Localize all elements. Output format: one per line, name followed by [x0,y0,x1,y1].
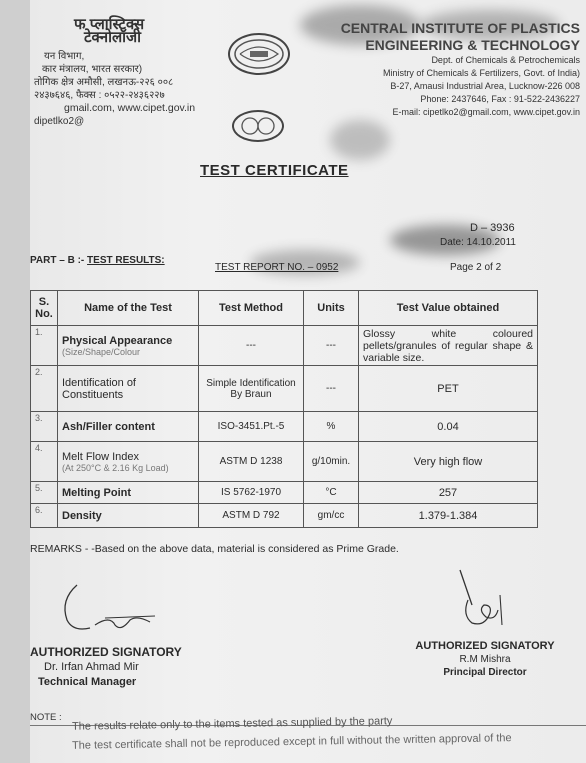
test-name-text: Melting Point [62,486,132,499]
row-test-method: ASTM D 792 [199,504,304,528]
row-test-name [58,504,199,528]
header-test-name: Name of the Test [58,291,199,326]
remarks [30,543,399,555]
institute-name-line2: ENGINEERING & TECHNOLOGY [365,37,580,53]
signatory-left-title: AUTHORIZED SIGNATORY [30,645,182,659]
remarks-label: REMARKS - [30,543,89,555]
email-line: E-mail: cipetlko2@gmail.com, www.cipet.gov.in [392,107,580,117]
signature-left [55,580,165,640]
row-test-value: 0.04 [359,412,538,442]
institute-header [310,20,580,119]
row-unit: % [304,412,359,442]
row-unit: °C [304,482,359,504]
cipet-logo [228,33,290,75]
row-test-value: 257 [359,482,538,504]
hindi-header [34,18,229,128]
dept-line: Dept. of Chemicals & Petrochemicals [431,55,580,65]
row-test-name [58,412,199,442]
row-sno: 5. [31,482,58,504]
remarks-text: -Based on the above data, material is considered as Prime Grade. [91,543,399,555]
row-test-method: --- [199,326,304,366]
row-test-value: Very high flow [359,442,538,482]
row-test-value: Glossy white coloured pellets/granules of regular shape & variable size. [359,326,538,366]
hindi-line: यन विभाग, [44,51,85,62]
page-title: TEST CERTIFICATE [200,162,349,179]
note-label: NOTE : [30,712,62,723]
row-test-name [58,442,199,482]
row-test-method: IS 5762-1970 [199,482,304,504]
test-name-text: Ash/Filler content [62,420,155,433]
left-margin [0,0,30,763]
row-test-value: PET [359,366,538,412]
signatory-right [400,640,570,679]
test-name-sub: (Size/Shape/Colour [62,346,141,357]
part-heading [30,255,165,266]
ministry-line: Ministry of Chemicals & Fertilizers, Govt. of India) [382,68,580,78]
hindi-line: कार मंत्रालय, भारत सरकार) [42,64,143,75]
ink-smudge [330,120,390,160]
test-name-text: Identification of Constituents [62,376,136,401]
header-sno: S. No. [31,291,58,326]
row-test-method: Simple Identification By Braun [199,366,304,412]
hindi-line: dipetlko2@ [34,116,85,127]
test-name-text: Physical Appearance [62,334,173,347]
note-item: The test certificate shall not be reproduced except in full without the written approval of the [71,732,512,752]
row-unit: g/10min. [304,442,359,482]
hindi-line: टेक्नोलॉजी [84,29,142,46]
row-sno: 3. [31,412,58,442]
row-unit: --- [304,326,359,366]
institute-name-line1: CENTRAL INSTITUTE OF PLASTICS [340,20,580,36]
table-row [31,366,538,412]
signatory-right-title: AUTHORIZED SIGNATORY [415,640,555,652]
hindi-line: फ प्लास्टिक्स [74,16,145,33]
document-number: D – 3936 [470,222,515,234]
table-row [31,326,538,366]
row-test-name [58,326,199,366]
report-number: TEST REPORT NO. – 0952 [215,262,339,273]
cipet-logo-icon [230,35,288,73]
row-unit: gm/cc [304,504,359,528]
row-test-name [58,482,199,504]
test-name-text: Melt Flow Index [62,450,140,463]
results-table [30,290,538,528]
header-units: Units [304,291,359,326]
hindi-line: तोगिक क्षेत्र अमौसी, लखनऊ-२२६ ००८ [34,77,174,88]
part-prefix: PART – B :- [30,255,85,266]
row-sno: 1. [31,326,58,366]
accreditation-icon [234,112,282,140]
row-sno: 2. [31,366,58,412]
page-number: Page 2 of 2 [450,262,502,273]
row-sno: 6. [31,504,58,528]
test-name-text: Density [62,509,102,522]
address-line: B-27, Amausi Industrial Area, Lucknow-226 008 [390,81,580,91]
header-test-method: Test Method [199,291,304,326]
table-row [31,442,538,482]
hindi-line: gmail.com, www.cipet.gov.in [64,102,196,114]
row-sno: 4. [31,442,58,482]
table-row [31,504,538,528]
accreditation-logo [232,110,284,142]
signature-right [440,565,540,640]
row-test-name [58,366,199,412]
hindi-line: २४३७६४६, फैक्स : ०५२२-२४३६२२७ [34,90,165,101]
row-test-value: 1.379-1.384 [359,504,538,528]
row-test-method: ISO-3451.Pt.-5 [199,412,304,442]
row-test-method: ASTM D 1238 [199,442,304,482]
note-item: The results relate only to the items tested as supplied by the party [71,715,393,733]
table-row [31,412,538,442]
signatory-right-name: R.M Mishra [459,654,511,665]
document-date: Date: 14.10.2011 [440,237,516,248]
signatory-left-role: Technical Manager [38,676,137,688]
signatory-left-name: Dr. Irfan Ahmad Mir [44,661,139,673]
signatory-right-role: Principal Director [443,667,527,678]
signatory-left [30,645,182,690]
test-name-sub: (At 250°C & 2.16 Kg Load) [62,462,169,473]
part-label: TEST RESULTS: [87,255,165,266]
phone-line: Phone: 2437646, Fax : 91-522-2436227 [420,94,580,104]
table-header-row [31,291,538,326]
header-test-value: Test Value obtained [359,291,538,326]
row-unit: --- [304,366,359,412]
table-row [31,482,538,504]
